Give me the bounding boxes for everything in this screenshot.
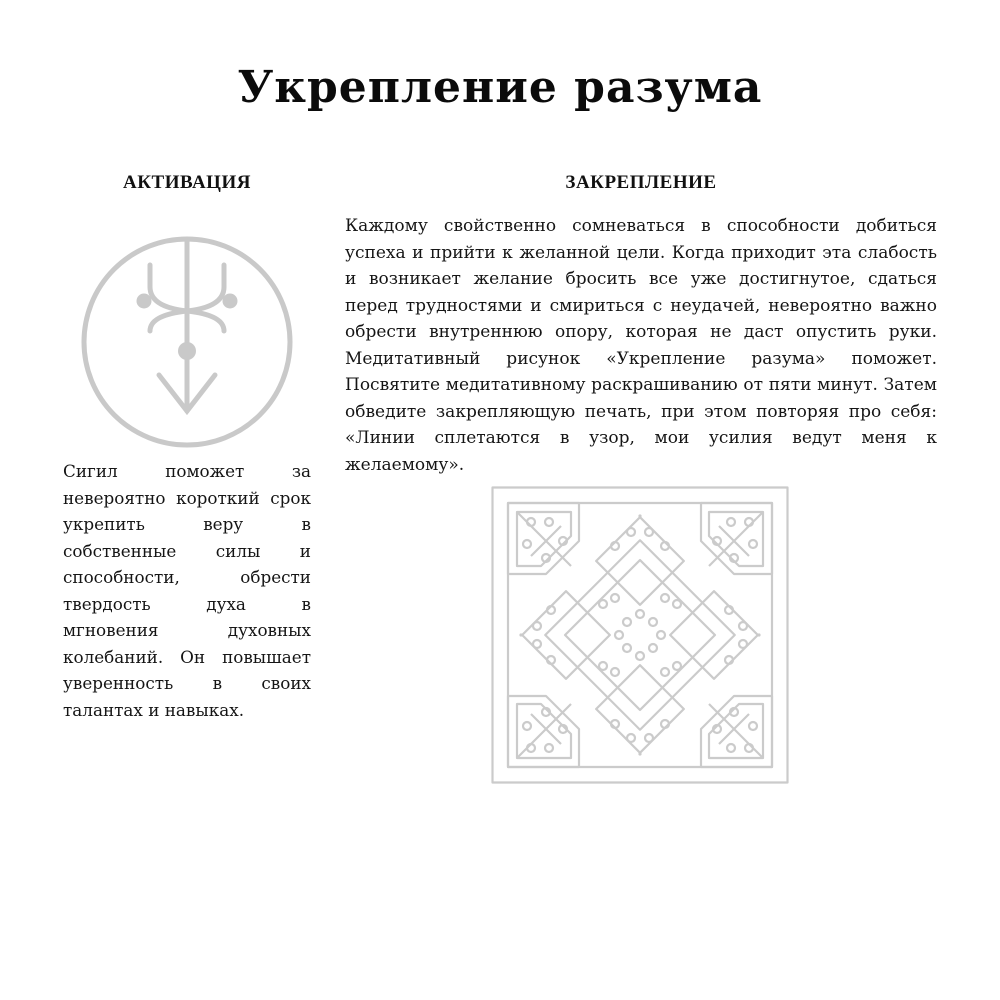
seal-pattern-icon [491,486,789,784]
sigil-icon [80,235,294,449]
fixation-text: Каждому свойственно сомневаться в способности добиться успеха и прийти к желанной цели. Когда приходит эта слабость и возникает желание бросить все уже достигнутое, сдаться перед трудностями и смириться с неудачей, невероятно важно обрести внутреннюю опору, которая не даст опустить руки. Медитативный рисунок «Укрепление разума» поможет. Посвятите медитативному раскрашиванию от пяти минут. Затем обведите закрепляющую печать, при этом повторяя про себя: «Линии сплетаются в узор, мои усилия ведут меня к желаемому». [345,216,937,475]
page-title: Укрепление разума [237,62,763,113]
activation-heading: АКТИВАЦИЯ [123,172,251,193]
fixation-heading: ЗАКРЕПЛЕНИЕ [565,172,717,193]
activation-text: Сигил поможет за невероятно короткий срок укрепить веру в собственные силы и способности, обрести твердость духа в мгновения духовных колебаний. Он повышает уверенность в своих талантах и навыках. [63,461,311,720]
